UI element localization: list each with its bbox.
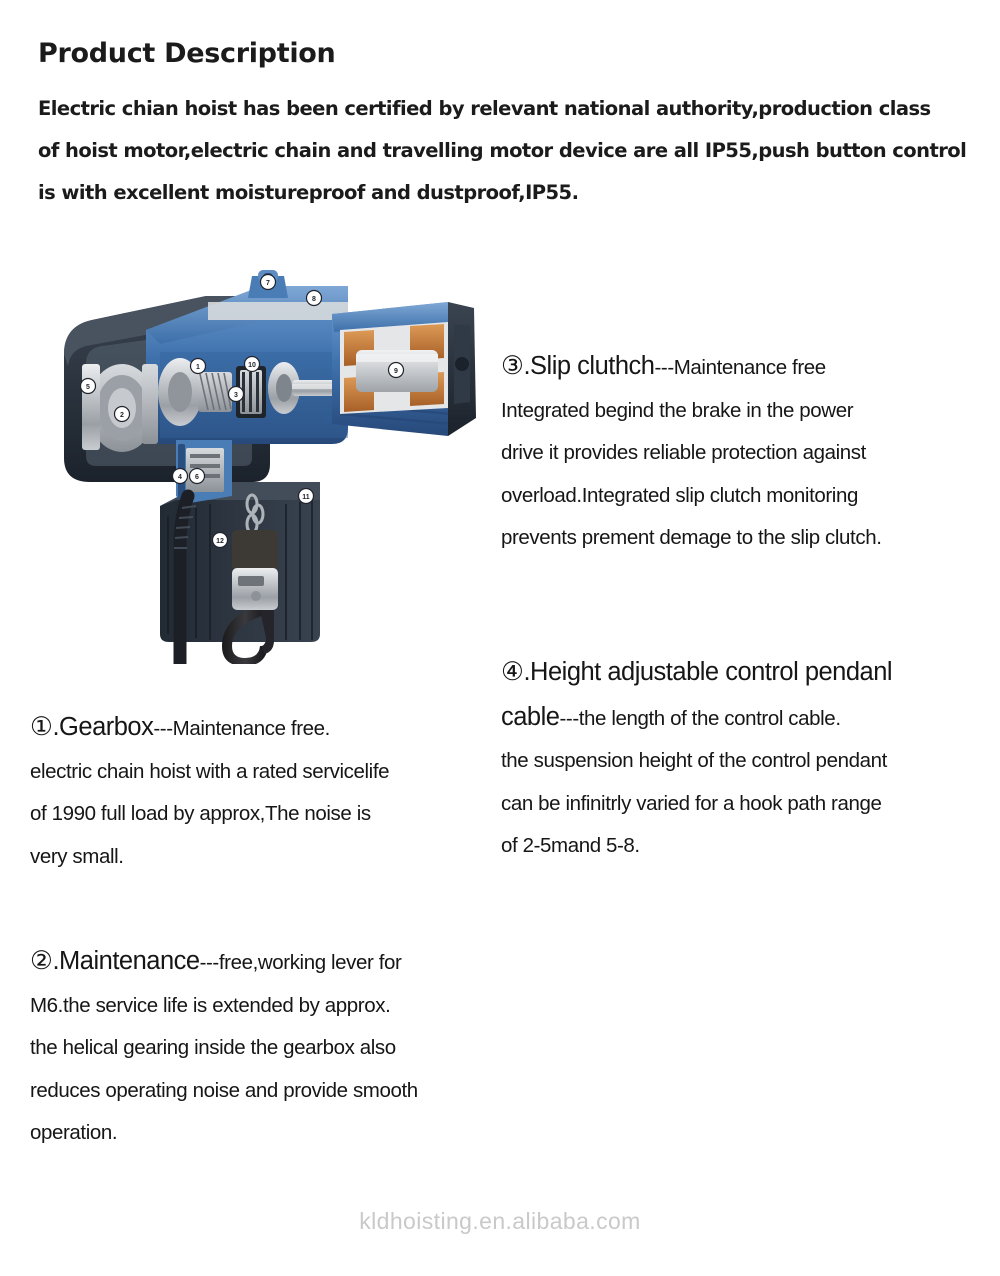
section-line: of 2-5mand 5-8. [501, 834, 640, 857]
callout-8 [307, 291, 322, 306]
page-title: Product Description [38, 38, 336, 69]
section-line: M6.the service life is extended by approx. [30, 993, 391, 1017]
section-heading-cont: cable [501, 702, 560, 731]
section-dash: --- [654, 356, 674, 379]
section-dash: --- [199, 951, 219, 974]
section-heading: .Gearbox [52, 713, 154, 741]
section-heading: .Maintenance [52, 947, 200, 975]
section-line: reduces operating noise and provide smooth [30, 1078, 418, 1102]
callout-label: 1 [196, 364, 200, 371]
callout-1 [191, 359, 206, 374]
section-line: of 1990 full load by approx,The noise is [30, 802, 371, 825]
callout-4 [173, 469, 188, 484]
section-marker: ① [30, 713, 53, 741]
callout-label: 8 [312, 296, 316, 303]
callout-label: 6 [195, 474, 199, 481]
section-line: Integrated begind the brake in the power [501, 398, 854, 422]
section-line: can be infinitrly varied for a hook path range [501, 791, 882, 815]
section-heading-line [30, 940, 510, 985]
callout-5 [81, 379, 96, 394]
section-control-pendant-cable [501, 651, 1000, 868]
callout-12 [213, 533, 228, 548]
section-slip-clutch [501, 345, 1000, 560]
callout-10 [245, 357, 260, 372]
section-maintenance [30, 940, 510, 1155]
callout-11 [299, 489, 314, 504]
section-heading-line [501, 651, 1000, 696]
intro-line: is with excellent moistureproof and dustproof,IP55. [38, 181, 579, 204]
callout-label: 12 [216, 538, 224, 545]
callout-label: 5 [86, 384, 90, 391]
section-heading-line [30, 706, 500, 751]
section-dash: --- [153, 717, 173, 740]
callout-label: 3 [234, 392, 238, 399]
callout-9 [389, 363, 404, 378]
section-gearbox [30, 706, 500, 878]
section-marker: ② [30, 947, 53, 975]
section-line: the helical gearing inside the gearbox also [30, 1036, 396, 1059]
callout-label: 10 [248, 362, 256, 369]
site-watermark: kldhoisting.en.alibaba.com [359, 1208, 641, 1234]
section-line: electric chain hoist with a rated servicelife [30, 759, 390, 783]
section-lead: Maintenance free. [172, 717, 330, 740]
section-marker: ③ [501, 352, 524, 380]
section-line: the suspension height of the control pendant [501, 749, 887, 772]
callout-7 [261, 275, 276, 290]
section-lead: Maintenance free [673, 356, 826, 379]
callout-label: 2 [120, 412, 124, 419]
section-line: prevents prement demage to the slip clutch. [501, 526, 882, 549]
callout-label: 7 [266, 280, 270, 287]
section-heading: .Height adjustable control pendanl [523, 658, 893, 686]
section-line: operation. [30, 1121, 118, 1144]
intro-paragraph [38, 88, 967, 214]
intro-line: of hoist motor,electric chain and travelling motor device are all IP55,push button control [38, 139, 967, 162]
section-line: overload.Integrated slip clutch monitoring [501, 483, 858, 507]
section-marker: ④ [501, 658, 524, 686]
section-line: very small. [30, 844, 124, 868]
section-dash: --- [559, 706, 579, 730]
product-cutaway-image [56, 268, 480, 664]
intro-line: Electric chian hoist has been certified by relevant national authority,production class [38, 97, 931, 120]
callout-3 [229, 387, 244, 402]
section-lead: the length of the control cable. [578, 706, 841, 730]
callout-6 [190, 469, 205, 484]
section-heading-line [501, 345, 1000, 390]
callout-label: 4 [178, 474, 182, 481]
section-line: drive it provides reliable protection against [501, 441, 866, 464]
callout-label: 11 [302, 494, 310, 501]
callout-2 [115, 407, 130, 422]
section-heading-continuation [501, 696, 1000, 741]
section-heading: .Slip cluthch [523, 352, 655, 380]
section-lead: free,working lever for [218, 951, 402, 974]
callout-label: 9 [394, 368, 398, 375]
